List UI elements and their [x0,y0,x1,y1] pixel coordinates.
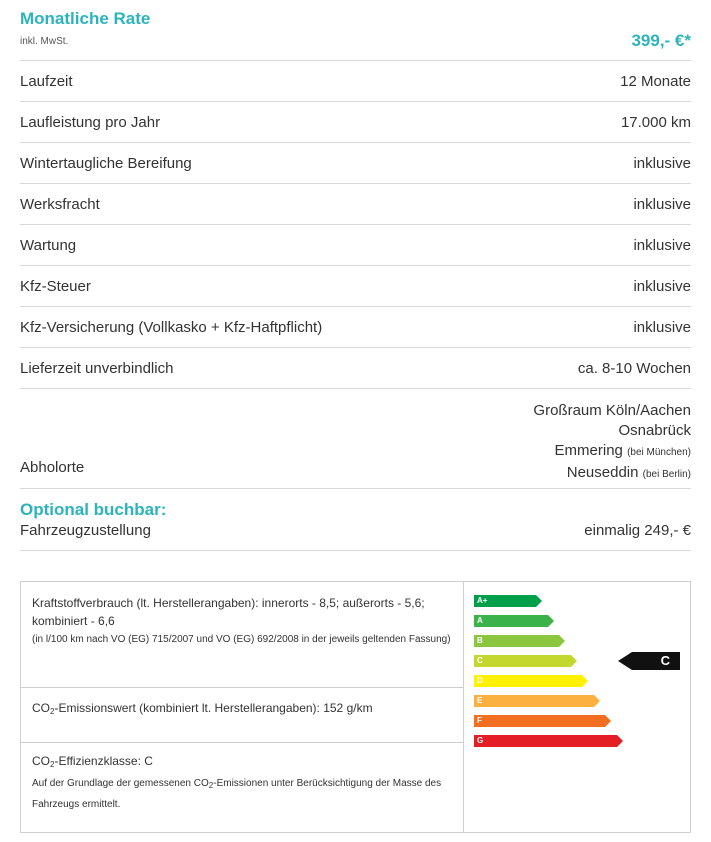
pickup-label: Abholorte [20,459,85,476]
co2-efficiency-note: Auf der Grundlage der gemessenen $CO_2$-Emissionen unter Berücksichtigung der Masse des Fahrzeugs ermittelt. [32,778,442,810]
detail-label: Kfz-Steuer [20,278,91,295]
fuel-consumption-note: (in l/100 km nach VO (EG) 715/2007 und VO (EG) 692/2008 in der jeweils geltenden Fassung) [32,634,451,645]
efficiency-bar-label: C [477,656,483,665]
detail-label: Kfz-Versicherung (Vollkasko + Kfz-Haftpflicht) [20,319,323,336]
detail-row-pickup [20,389,691,489]
detail-label: Lieferzeit unverbindlich [20,360,174,377]
pickup-locations [533,401,691,485]
efficiency-bar-b [474,635,559,647]
energy-info [21,582,464,832]
detail-row-term [20,61,691,102]
co2-efficiency-class: $CO_2$-Effizienzklasse: C [32,754,153,769]
detail-row-freight [20,184,691,225]
detail-label: Werksfracht [20,196,100,213]
detail-row-mileage [20,102,691,143]
optional-value: einmalig 249,- € [584,522,691,539]
detail-value: inklusive [633,196,691,213]
efficiency-class-indicator: C [632,652,680,670]
optional-label: Fahrzeugzustellung [20,522,151,539]
fuel-consumption-cell [21,594,463,688]
efficiency-bar-label: D [477,676,483,685]
detail-row-tax [20,266,691,307]
detail-value: inklusive [633,237,691,254]
efficiency-bar-label: E [477,696,483,705]
detail-value: inklusive [633,278,691,295]
pickup-location-note: (bei Berlin) [642,469,691,480]
detail-label: Wintertaugliche Bereifung [20,155,192,172]
efficiency-bar-aplus [474,595,536,607]
efficiency-bar-f [474,715,605,727]
detail-value: ca. 8-10 Wochen [577,360,691,377]
detail-value: 17.000 km [620,114,691,131]
detail-row-insurance [20,307,691,348]
detail-label: Laufleistung pro Jahr [20,114,161,131]
efficiency-bar-label: A [477,616,483,625]
details-table [20,60,691,489]
pickup-location: Großraum Köln/Aachen [533,402,691,419]
optional-title: Optional buchbar: [20,500,167,519]
detail-row-winter-tires [20,143,691,184]
pickup-location: Neuseddin (bei Berlin) [566,464,691,481]
monthly-rate-price: 399,- €* [631,31,691,50]
fuel-consumption-text: Kraftstoffverbrauch (lt. Herstellerangaben): innerorts - 8,5; außerorts - 5,6; kombiniert - 6,6 [32,596,425,628]
vat-note: inkl. MwSt. [20,36,69,47]
efficiency-bar-label: B [477,636,483,645]
efficiency-bar-e [474,695,594,707]
pickup-location: Osnabrück [618,422,691,439]
co2-emission-cell: $CO_2$-Emissionswert (kombiniert lt. Herstellerangaben): 152 g/km [21,688,463,743]
co2-emission-text: -Emissionswert (kombiniert lt. Herstellerangaben): 152 g/km [54,701,373,715]
detail-row-delivery-time [20,348,691,389]
detail-row-maintenance [20,225,691,266]
efficiency-scale [464,582,690,832]
co2-efficiency-cell [21,743,463,832]
pickup-location: Emmering (bei München) [554,442,691,459]
efficiency-bar-label: G [477,736,484,745]
efficiency-bar-d [474,675,582,687]
efficiency-bar-label: F [477,716,482,725]
detail-label: Wartung [20,237,77,254]
detail-value: 12 Monate [620,73,691,90]
optional-delivery-row [20,520,691,551]
monthly-rate-title: Monatliche Rate [20,9,151,28]
detail-value: inklusive [633,319,691,336]
efficiency-bar-label: A+ [477,596,488,605]
efficiency-bar-a [474,615,548,627]
efficiency-bar-c [474,655,571,667]
energy-label-box [20,581,691,833]
detail-value: inklusive [633,155,691,172]
detail-label: Laufzeit [20,73,73,90]
efficiency-bar-g [474,735,617,747]
pickup-location-note: (bei München) [627,447,691,458]
